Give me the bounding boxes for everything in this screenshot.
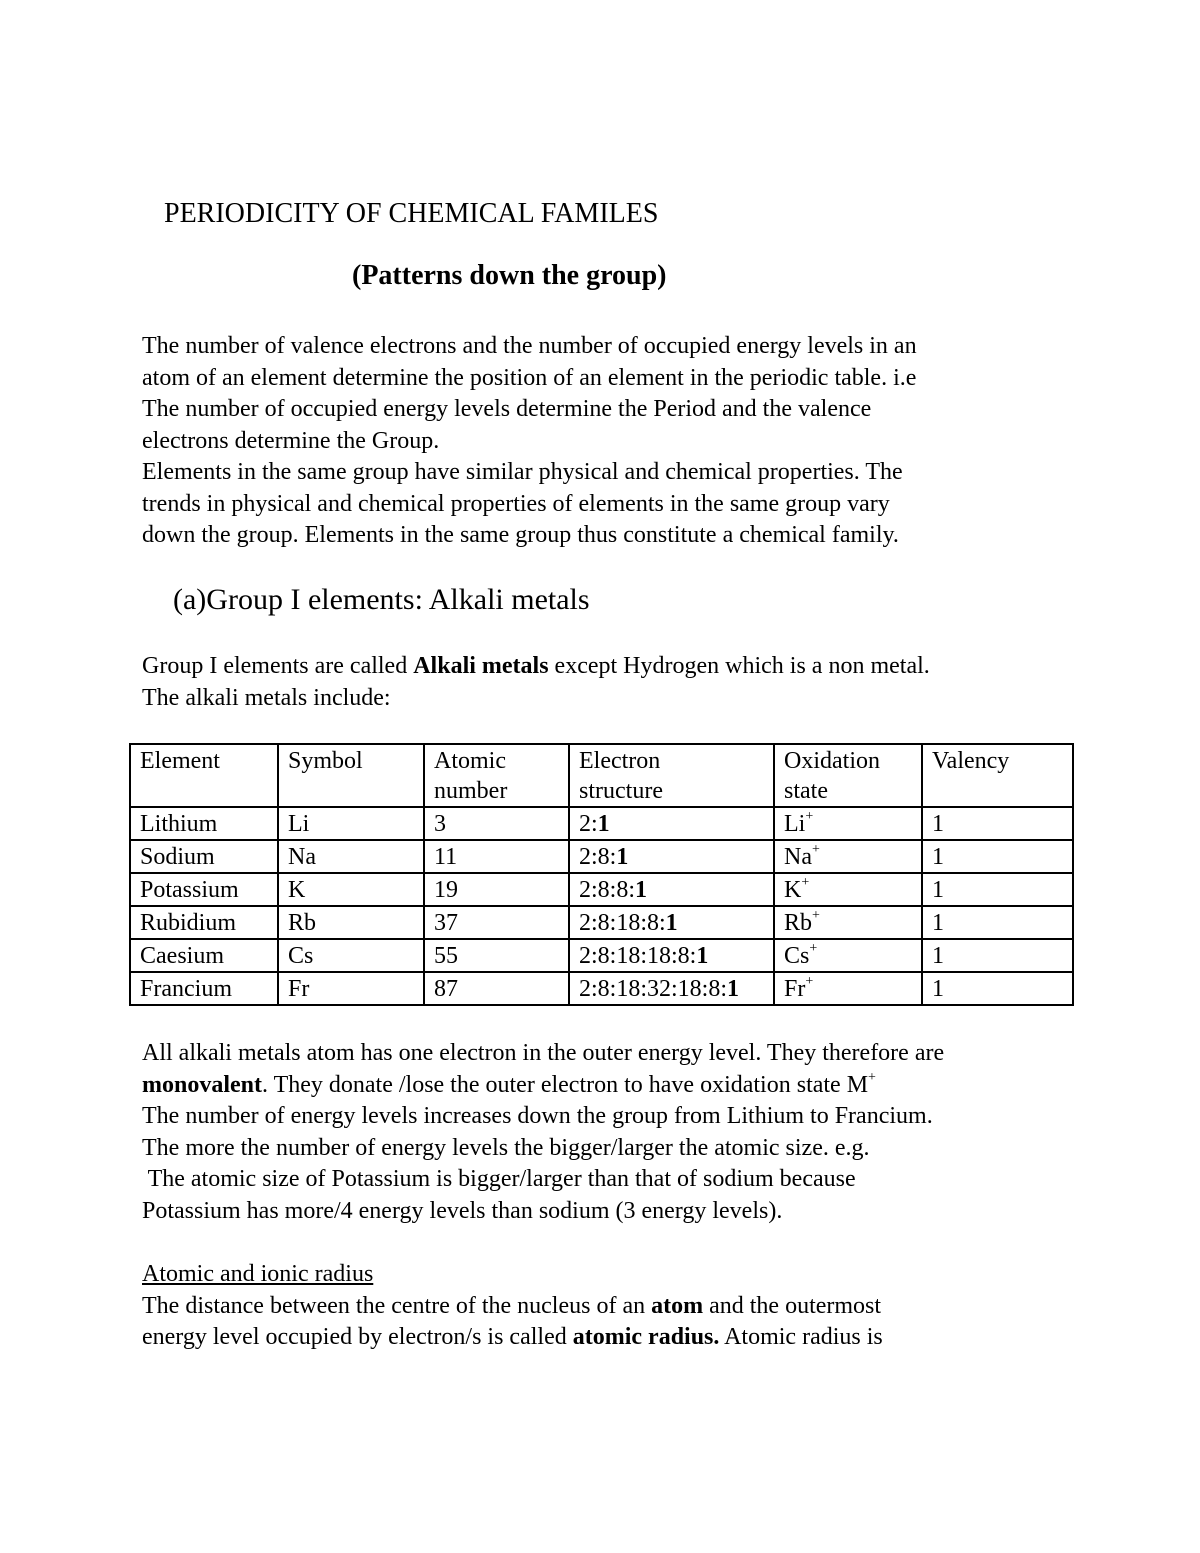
cell-oxidation-state	[774, 873, 922, 906]
cell-symbol: Rb	[278, 906, 424, 939]
cell-element: Potassium	[130, 873, 278, 906]
cell-oxidation-state	[774, 939, 922, 972]
body-line: The atomic size of Potassium is bigger/larger than that of sodium because	[142, 1166, 856, 1192]
table-row	[130, 906, 1073, 939]
cell-atomic-number: 55	[424, 939, 569, 972]
cell-electron-structure	[569, 939, 774, 972]
body-line	[142, 1291, 1102, 1323]
alkali-intro-text: Group I elements are called	[142, 653, 414, 679]
cell-valency: 1	[922, 873, 1073, 906]
cell-atomic-number: 37	[424, 906, 569, 939]
header-text: number	[434, 778, 508, 804]
header-oxidation-state	[774, 744, 922, 807]
header-text: Atomic	[434, 748, 506, 774]
cell-element: Caesium	[130, 939, 278, 972]
body-line: Potassium has more/4 energy levels than sodium (3 energy levels).	[142, 1197, 783, 1224]
header-element: Element	[130, 744, 278, 807]
monovalent-term: monovalent	[142, 1071, 262, 1098]
table-header-row	[130, 744, 1073, 807]
cell-element: Francium	[130, 972, 278, 1005]
header-atomic-number	[424, 744, 569, 807]
cell-atomic-number: 19	[424, 873, 569, 906]
header-text: Electron	[579, 748, 661, 774]
body-line: All alkali metals atom has one electron in the outer energy level. They therefore are	[142, 1040, 945, 1066]
structure-outer: 1	[696, 943, 709, 969]
cell-element: Rubidium	[130, 906, 278, 939]
cell-atomic-number: 11	[424, 840, 569, 873]
ion-symbol: Na	[784, 844, 812, 870]
cell-element: Sodium	[130, 840, 278, 873]
section-heading-group-1: (a)Group I elements: Alkali metals	[173, 583, 590, 616]
body-text: Atomic radius is	[719, 1324, 883, 1350]
page-subtitle: (Patterns down the group)	[352, 260, 667, 291]
body-text: . They donate /lose the outer electron to have oxidation state M	[262, 1071, 869, 1098]
structure-outer: 1	[616, 844, 629, 870]
alkali-intro-text: except Hydrogen which is a non metal.	[548, 653, 930, 679]
header-symbol: Symbol	[278, 744, 424, 807]
cell-symbol: Fr	[278, 972, 424, 1005]
ion-symbol: Cs	[784, 943, 810, 969]
structure-inner: 2:8:	[579, 844, 617, 870]
atomic-radius-term: atomic radius.	[572, 1324, 720, 1350]
cell-atomic-number: 87	[424, 972, 569, 1005]
cell-oxidation-state	[774, 906, 922, 939]
header-text: state	[784, 778, 828, 804]
cell-oxidation-state	[774, 972, 922, 1005]
cell-symbol: Li	[278, 807, 424, 840]
header-text: structure	[579, 778, 663, 804]
alkali-intro-paragraph	[142, 651, 1102, 714]
table-row	[130, 972, 1073, 1005]
ion-symbol: Fr	[784, 976, 806, 1002]
page-title: PERIODICITY OF CHEMICAL FAMILES	[164, 198, 659, 229]
structure-inner: 2:8:18:32:18:8:	[579, 976, 728, 1002]
monovalent-paragraph	[142, 1038, 1102, 1227]
body-text: The distance between the centre of the nucleus of an	[142, 1292, 652, 1319]
header-electron-structure	[569, 744, 774, 807]
structure-outer: 1	[727, 976, 740, 1002]
cell-electron-structure	[569, 906, 774, 939]
cell-electron-structure	[569, 873, 774, 906]
body-line	[142, 1322, 1102, 1354]
intro-line: The number of occupied energy levels determine the Period and the valence	[142, 396, 872, 422]
structure-inner: 2:8:18:18:8:	[579, 943, 697, 969]
cell-electron-structure	[569, 972, 774, 1005]
table-row	[130, 939, 1073, 972]
cell-symbol: Na	[278, 840, 424, 873]
ion-charge: +	[811, 842, 820, 857]
cell-atomic-number: 3	[424, 807, 569, 840]
body-line: The number of energy levels increases down the group from Lithium to Francium.	[142, 1103, 933, 1129]
cell-oxidation-state	[774, 840, 922, 873]
cell-valency: 1	[922, 939, 1073, 972]
structure-inner: 2:8:8:	[579, 877, 636, 903]
body-line: The more the number of energy levels the bigger/larger the atomic size. e.g.	[142, 1134, 870, 1161]
ion-charge: +	[805, 809, 814, 824]
ion-symbol: K	[784, 877, 802, 903]
intro-line: Elements in the same group have similar physical and chemical properties. The	[142, 459, 903, 485]
cell-symbol: Cs	[278, 939, 424, 972]
intro-line: electrons determine the Group.	[142, 427, 440, 454]
structure-inner: 2:8:18:8:	[579, 910, 666, 936]
table-row	[130, 840, 1073, 873]
ion-charge: +	[809, 941, 818, 956]
atom-term: atom	[651, 1292, 704, 1319]
intro-line: atom of an element determine the position of an element in the periodic table. i.e	[142, 364, 917, 391]
ion-symbol: Li	[784, 811, 806, 837]
alkali-intro-line	[142, 651, 1102, 683]
ion-charge: +	[812, 908, 820, 923]
body-text: energy level occupied by electron/s is called	[142, 1324, 573, 1350]
atomic-radius-paragraph	[142, 1259, 1102, 1354]
cell-oxidation-state	[774, 807, 922, 840]
body-text: and the outermost	[703, 1292, 882, 1319]
structure-inner: 2:	[579, 811, 598, 837]
cell-element: Lithium	[130, 807, 278, 840]
ion-symbol: Rb	[784, 910, 813, 936]
table-row	[130, 807, 1073, 840]
intro-line: trends in physical and chemical properties of elements in the same group vary	[142, 490, 890, 517]
atomic-radius-heading: Atomic and ionic radius	[142, 1261, 374, 1287]
structure-outer: 1	[635, 877, 648, 903]
alkali-metals-table	[129, 743, 1074, 1006]
intro-line: down the group. Elements in the same group thus constitute a chemical family.	[142, 522, 899, 548]
structure-outer: 1	[597, 811, 610, 837]
oxidation-charge: +	[868, 1069, 876, 1085]
alkali-metals-term: Alkali metals	[413, 653, 549, 679]
intro-line: The number of valence electrons and the number of occupied energy levels in an	[142, 333, 917, 359]
ion-charge: +	[805, 974, 814, 989]
header-valency: Valency	[922, 744, 1073, 807]
ion-charge: +	[801, 875, 810, 890]
cell-electron-structure	[569, 807, 774, 840]
table-row	[130, 873, 1073, 906]
header-text: Oxidation	[784, 748, 880, 774]
cell-valency: 1	[922, 906, 1073, 939]
cell-electron-structure	[569, 840, 774, 873]
cell-valency: 1	[922, 807, 1073, 840]
cell-valency: 1	[922, 840, 1073, 873]
cell-valency: 1	[922, 972, 1073, 1005]
alkali-intro-line: The alkali metals include:	[142, 684, 391, 711]
structure-outer: 1	[665, 910, 678, 936]
cell-symbol: K	[278, 873, 424, 906]
body-line	[142, 1070, 1102, 1102]
intro-paragraph	[142, 331, 1102, 552]
